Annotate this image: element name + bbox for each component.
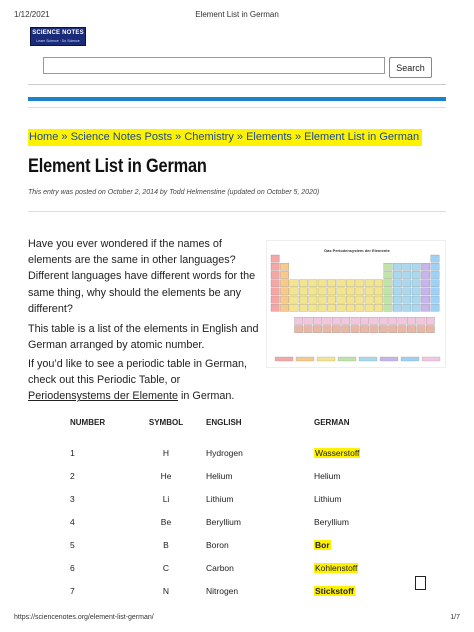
periodic-table-legend-swatch xyxy=(359,357,377,361)
periodic-table-cell xyxy=(398,326,406,333)
periodic-table-cell xyxy=(271,304,279,311)
table-row xyxy=(28,585,446,601)
periodic-table-cell xyxy=(393,280,401,287)
intro-paragraph: Have you ever wondered if the names of elements are the same in other languages? Different languages have different words for the same thing, why should the elements be any different? xyxy=(28,238,256,315)
periodic-table-cell xyxy=(421,304,429,311)
periodic-table-image[interactable] xyxy=(266,240,446,368)
periodic-table-legend-swatch xyxy=(338,357,356,361)
periodic-table-cell xyxy=(304,317,312,324)
periodic-table-cell xyxy=(379,317,387,324)
periodic-table-cell xyxy=(280,280,288,287)
periodic-table-cell xyxy=(412,296,420,303)
periodic-table-cell xyxy=(431,263,439,270)
periodic-table-cell xyxy=(393,271,401,278)
periodic-table-cell xyxy=(370,317,378,324)
periodic-table-cell xyxy=(323,326,331,333)
german-name: Beryllium xyxy=(314,517,349,527)
periodic-table-cell xyxy=(403,296,411,303)
periodic-table-cell xyxy=(393,296,401,303)
link-paragraph-text: If you’d like to see a periodic table in German, check out this Periodic Table, or xyxy=(28,358,248,387)
periodic-table-cell xyxy=(327,296,335,303)
link-paragraph-tail: in German. xyxy=(178,390,235,403)
periodic-table-cell xyxy=(412,280,420,287)
link-paragraph xyxy=(28,356,260,405)
periodic-table-cell xyxy=(421,288,429,295)
cell-symbol: He xyxy=(160,471,172,481)
periodic-table-cell xyxy=(318,296,326,303)
cell-number: 6 xyxy=(70,563,75,573)
cell-number: 3 xyxy=(70,494,75,504)
breadcrumb xyxy=(28,129,422,146)
periodic-table-cell xyxy=(403,304,411,311)
periodic-table-legend-swatch xyxy=(422,357,440,361)
cell-number: 4 xyxy=(70,517,75,527)
periodic-table-cell xyxy=(337,296,345,303)
breadcrumb-separator: » xyxy=(291,131,305,143)
periodic-table-legend-swatch xyxy=(401,357,419,361)
periodic-table-cell xyxy=(356,288,364,295)
periodic-table-cell xyxy=(332,326,340,333)
cell-symbol: C xyxy=(162,563,170,573)
periodic-table-cell xyxy=(346,280,354,287)
periodic-table-legend-swatch xyxy=(380,357,398,361)
site-logo[interactable] xyxy=(30,27,86,46)
periodic-table-cell xyxy=(426,326,434,333)
periodic-table-cell xyxy=(431,271,439,278)
periodic-table-cell xyxy=(384,271,392,278)
cell-symbol: N xyxy=(162,586,170,596)
checkbox[interactable] xyxy=(415,576,426,590)
periodic-table-cell xyxy=(304,326,312,333)
header-divider xyxy=(28,84,446,85)
cell-symbol: Be xyxy=(160,517,172,527)
periodic-table-cell xyxy=(431,280,439,287)
periodic-table-image-title: Das Periodensystem der Elemente xyxy=(324,248,390,253)
periodic-table-cell xyxy=(421,280,429,287)
breadcrumb-current: Element List in German xyxy=(304,131,420,143)
periodic-table-cell xyxy=(421,263,429,270)
periodic-table-cell xyxy=(346,288,354,295)
print-date: 1/12/2021 xyxy=(14,10,50,19)
periodic-table-cell xyxy=(403,263,411,270)
periodic-table-cell xyxy=(384,296,392,303)
german-name: Kohlenstoff xyxy=(315,563,358,573)
periodic-table-cell xyxy=(412,304,420,311)
breadcrumb-separator: » xyxy=(172,131,185,143)
cell-german xyxy=(314,539,404,551)
periodic-table-cell xyxy=(398,317,406,324)
cell-english: Lithium xyxy=(206,494,234,504)
periodic-table-cell xyxy=(412,263,420,270)
periodic-table-cell xyxy=(431,304,439,311)
cell-english: Boron xyxy=(206,540,229,550)
periodic-table-cell xyxy=(431,255,439,262)
periodic-table-cell xyxy=(393,304,401,311)
breadcrumb-separator: » xyxy=(58,131,71,143)
print-url: https://sciencenotes.org/element-list-german/ xyxy=(14,614,154,621)
description-paragraph: This table is a list of the elements in English and German arranged by atomic number. xyxy=(28,323,259,352)
periodic-table-cell xyxy=(313,326,321,333)
periodic-table-grid xyxy=(267,241,447,369)
periodic-table-cell xyxy=(421,296,429,303)
cell-english: Hydrogen xyxy=(206,448,243,458)
periodic-table-cell xyxy=(374,296,382,303)
periodic-table-cell xyxy=(351,326,359,333)
periodic-table-cell xyxy=(280,296,288,303)
periodic-table-cell xyxy=(426,317,434,324)
breadcrumb-science-notes-posts[interactable]: Science Notes Posts xyxy=(70,131,173,143)
logo-text: SCIENCE NOTES xyxy=(32,30,84,36)
periodic-table-cell xyxy=(365,288,373,295)
periodic-table-cell xyxy=(271,263,279,270)
logo-tagline: Learn Science · Do Science xyxy=(36,39,80,43)
periodic-table-cell xyxy=(393,263,401,270)
periodic-table-cell xyxy=(271,288,279,295)
german-name: Lithium xyxy=(314,494,342,504)
periodic-table-cell xyxy=(313,317,321,324)
periodic-table-cell xyxy=(421,271,429,278)
periodic-table-cell xyxy=(407,317,415,324)
periodic-table-cell xyxy=(351,317,359,324)
periodic-table-cell xyxy=(280,304,288,311)
cell-number: 7 xyxy=(70,586,75,596)
periodic-table-legend-swatch xyxy=(296,357,314,361)
periodic-table-legend-swatch xyxy=(317,357,335,361)
periodic-table-cell xyxy=(309,304,317,311)
periodic-table-cell xyxy=(412,271,420,278)
cell-german xyxy=(314,447,404,459)
periodensystems-link[interactable]: Periodensystems der Elemente xyxy=(28,390,179,403)
periodic-table-cell xyxy=(384,280,392,287)
nav-divider xyxy=(28,107,446,108)
periodic-table-cell xyxy=(290,304,298,311)
entry-divider xyxy=(28,211,446,212)
breadcrumb-chemistry[interactable]: Chemistry xyxy=(184,131,234,143)
cell-german xyxy=(314,585,404,597)
periodic-table-cell xyxy=(342,326,350,333)
print-page-number: 1/7 xyxy=(450,614,460,621)
periodic-table-cell xyxy=(309,296,317,303)
periodic-table-cell xyxy=(299,296,307,303)
periodic-table-cell xyxy=(327,288,335,295)
cell-english: Nitrogen xyxy=(206,586,239,596)
periodic-table-cell xyxy=(280,263,288,270)
german-name: Bor xyxy=(315,540,330,550)
header-number: NUMBER xyxy=(70,418,106,427)
periodic-table-cell xyxy=(290,296,298,303)
periodic-table-cell xyxy=(342,317,350,324)
table-row xyxy=(28,562,446,578)
periodic-table-cell xyxy=(295,317,303,324)
page-title: Element List in German xyxy=(28,156,207,177)
periodic-table-cell xyxy=(299,288,307,295)
periodic-table-cell xyxy=(356,304,364,311)
periodic-table-cell xyxy=(370,326,378,333)
periodic-table-cell xyxy=(379,326,387,333)
periodic-table-cell xyxy=(417,317,425,324)
cell-number: 5 xyxy=(70,540,75,550)
periodic-table-cell xyxy=(374,288,382,295)
periodic-table-cell xyxy=(384,263,392,270)
cell-symbol: B xyxy=(163,540,169,550)
periodic-table-cell xyxy=(374,280,382,287)
periodic-table-cell xyxy=(299,304,307,311)
nav-bar xyxy=(28,97,446,101)
periodic-table-cell xyxy=(346,296,354,303)
periodic-table-cell xyxy=(365,280,373,287)
periodic-table-cell xyxy=(389,317,397,324)
breadcrumb-separator: » xyxy=(233,131,247,143)
cell-english: Beryllium xyxy=(206,517,241,527)
german-name: Wasserstoff xyxy=(315,448,360,458)
search-input[interactable] xyxy=(43,57,385,74)
periodic-table-cell xyxy=(356,296,364,303)
header-english: ENGLISH xyxy=(206,418,242,427)
periodic-table-cell xyxy=(337,288,345,295)
periodic-table-cell xyxy=(271,271,279,278)
periodic-table-cell xyxy=(290,280,298,287)
periodic-table-cell xyxy=(403,271,411,278)
cell-german xyxy=(314,516,404,528)
german-name: Helium xyxy=(314,471,341,481)
periodic-table-cell xyxy=(407,326,415,333)
periodic-table-cell xyxy=(360,317,368,324)
periodic-table-cell xyxy=(412,288,420,295)
table-row xyxy=(28,493,446,509)
periodic-table-cell xyxy=(384,288,392,295)
periodic-table-cell xyxy=(337,280,345,287)
table-row xyxy=(28,447,446,463)
periodic-table-cell xyxy=(403,288,411,295)
periodic-table-cell xyxy=(393,288,401,295)
periodic-table-cell xyxy=(417,326,425,333)
header-symbol: SYMBOL xyxy=(148,418,184,427)
periodic-table-cell xyxy=(332,317,340,324)
periodic-table-cell xyxy=(295,326,303,333)
cell-german xyxy=(314,470,404,482)
periodic-table-cell xyxy=(318,288,326,295)
breadcrumb-elements[interactable]: Elements xyxy=(246,131,292,143)
table-row xyxy=(28,539,446,555)
german-name: Stickstoff xyxy=(315,586,354,596)
periodic-table-cell xyxy=(365,304,373,311)
periodic-table-cell xyxy=(365,296,373,303)
periodic-table-cell xyxy=(374,304,382,311)
periodic-table-legend-swatch xyxy=(275,357,293,361)
cell-symbol: H xyxy=(162,448,170,458)
periodic-table-cell xyxy=(360,326,368,333)
periodic-table-cell xyxy=(271,255,279,262)
periodic-table-cell xyxy=(271,280,279,287)
periodic-table-cell xyxy=(323,317,331,324)
print-title: Element List in German xyxy=(195,10,279,19)
periodic-table-cell xyxy=(309,288,317,295)
cell-english: Helium xyxy=(206,471,233,481)
periodic-table-cell xyxy=(337,304,345,311)
periodic-table-cell xyxy=(309,280,317,287)
header-german: GERMAN xyxy=(314,418,350,427)
periodic-table-cell xyxy=(280,271,288,278)
cell-english: Carbon xyxy=(206,563,234,573)
periodic-table-cell xyxy=(271,296,279,303)
cell-number: 2 xyxy=(70,471,75,481)
periodic-table-cell xyxy=(384,304,392,311)
periodic-table-cell xyxy=(318,280,326,287)
breadcrumb-home[interactable]: Home xyxy=(29,131,59,143)
periodic-table-cell xyxy=(318,304,326,311)
cell-german xyxy=(314,493,404,505)
periodic-table-cell xyxy=(327,304,335,311)
search-button[interactable]: Search xyxy=(389,57,432,78)
table-row xyxy=(28,470,446,486)
periodic-table-cell xyxy=(356,280,364,287)
table-row xyxy=(28,516,446,532)
periodic-table-cell xyxy=(290,288,298,295)
periodic-table-cell xyxy=(299,280,307,287)
post-byline: This entry was posted on October 2, 2014 by Todd Helmenstine (updated on October 5, 2020) xyxy=(28,189,320,196)
periodic-table-cell xyxy=(403,280,411,287)
periodic-table-cell xyxy=(431,296,439,303)
cell-number: 1 xyxy=(70,448,75,458)
cell-german xyxy=(314,562,404,574)
periodic-table-cell xyxy=(389,326,397,333)
periodic-table-cell xyxy=(431,288,439,295)
periodic-table-cell xyxy=(280,288,288,295)
cell-symbol: Li xyxy=(162,494,170,504)
periodic-table-cell xyxy=(327,280,335,287)
periodic-table-cell xyxy=(346,304,354,311)
